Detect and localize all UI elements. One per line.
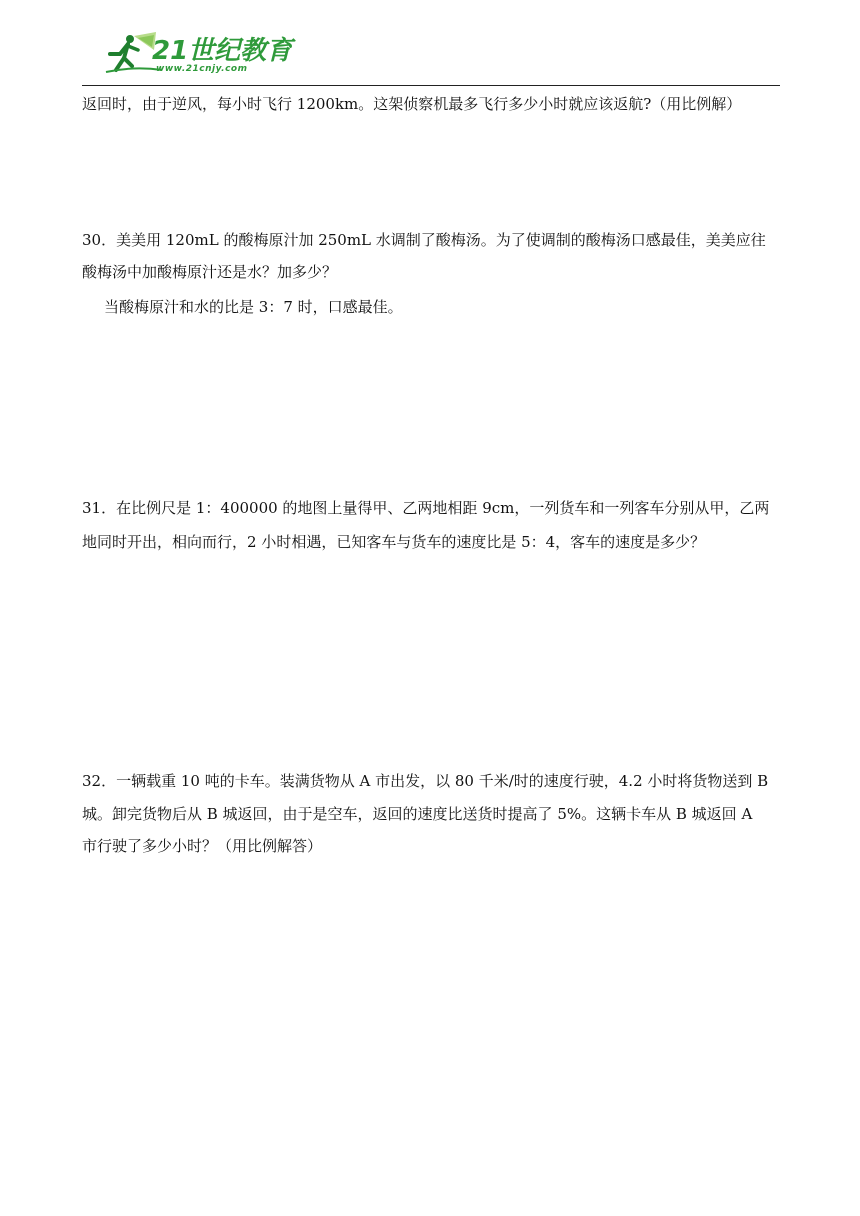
- logo-text: 21世纪教育: [152, 36, 293, 66]
- page-header: [82, 28, 780, 86]
- question-31-line-2: 地同时开出，相向而行，2 小时相遇，已知客车与货车的速度比是 5：4，客车的速度是多少？: [82, 533, 706, 551]
- question-30-line-2: 酸梅汤中加酸梅原汁还是水？加多少？: [82, 263, 338, 281]
- logo: [104, 30, 304, 80]
- text-line-q29-continued: 返回时，由于逆风，每小时飞行 1200km。这架侦察机最多飞行多少小时就应该返航?（用比例解）: [82, 95, 742, 113]
- question-31-line-1: 31．在比例尺是 1：400000 的地图上量得甲、乙两地相距 9cm，一列货车和一列客车分别从甲，乙两: [82, 499, 770, 517]
- logo-url: www.21cnjy.com: [156, 64, 248, 74]
- question-30-note: 当酸梅原汁和水的比是 3：7 时，口感最佳。: [104, 298, 403, 316]
- question-32-line-1: 32．一辆载重 10 吨的卡车。装满货物从 A 市出发，以 80 千米/时的速度行驶，4.2 小时将货物送到 B: [82, 772, 769, 790]
- header-rule: [82, 85, 780, 86]
- question-32-line-2: 城。卸完货物后从 B 城返回，由于是空车，返回的速度比送货时提高了 5%。这辆卡车从 B 城返回 A: [82, 805, 753, 823]
- question-32-line-3: 市行驶了多少小时？（用比例解答）: [82, 837, 323, 855]
- question-30-line-1: 30．美美用 120mL 的酸梅原汁加 250mL 水调制了酸梅汤。为了使调制的酸梅汤口感最佳，美美应往: [82, 231, 766, 249]
